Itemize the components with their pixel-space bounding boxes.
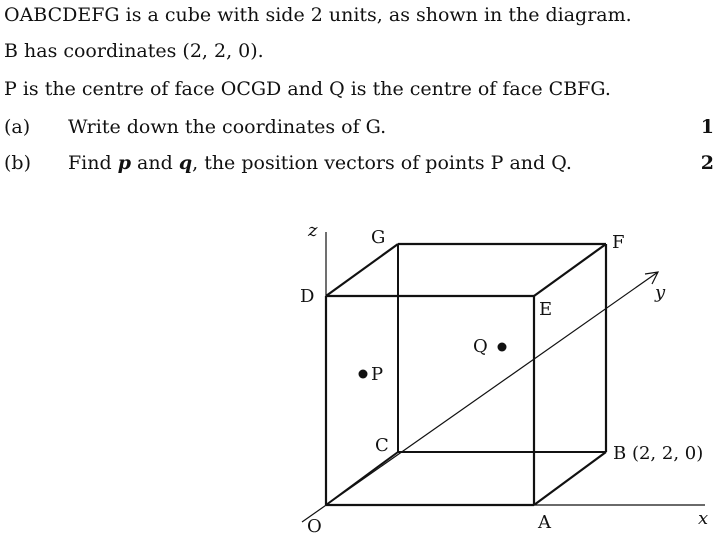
point-Q: [498, 343, 507, 352]
vector-p: p: [117, 152, 131, 174]
point-P: [359, 370, 368, 379]
edge-EF: [534, 244, 606, 296]
edge-DG: [326, 244, 398, 296]
label-B: B (2, 2, 0): [613, 443, 704, 464]
label-z: z: [308, 220, 318, 241]
part-b-and: and: [131, 152, 179, 174]
label-E: E: [539, 299, 553, 320]
intro-line-1: OABCDEFG is a cube with side 2 units, as shown in the diagram.: [4, 4, 632, 26]
label-Q: Q: [473, 336, 488, 357]
part-b-text-post: , the position vectors of points P and Q.: [192, 152, 572, 174]
part-b-label: (b): [4, 152, 31, 174]
part-b-marks: 2: [700, 152, 714, 174]
vector-q: q: [178, 152, 193, 174]
part-a-label: (a): [4, 116, 31, 138]
label-D: D: [300, 286, 315, 307]
intro-line-2: B has coordinates (2, 2, 0).: [4, 40, 264, 62]
edge-OC: [326, 452, 398, 505]
label-O: O: [307, 516, 322, 537]
label-G: G: [371, 227, 386, 248]
label-A: A: [538, 512, 551, 533]
part-a-text: Write down the coordinates of G.: [68, 116, 387, 138]
edge-AB: [534, 452, 606, 505]
part-a-marks: 1: [700, 116, 714, 138]
intro-line-3: P is the centre of face OCGD and Q is the centre of face CBFG.: [4, 78, 611, 100]
label-P: P: [371, 364, 384, 385]
label-x: x: [698, 508, 709, 529]
part-b-text-pre: Find: [68, 152, 118, 174]
label-y: y: [655, 282, 666, 303]
label-F: F: [612, 232, 625, 253]
label-C: C: [375, 435, 389, 456]
